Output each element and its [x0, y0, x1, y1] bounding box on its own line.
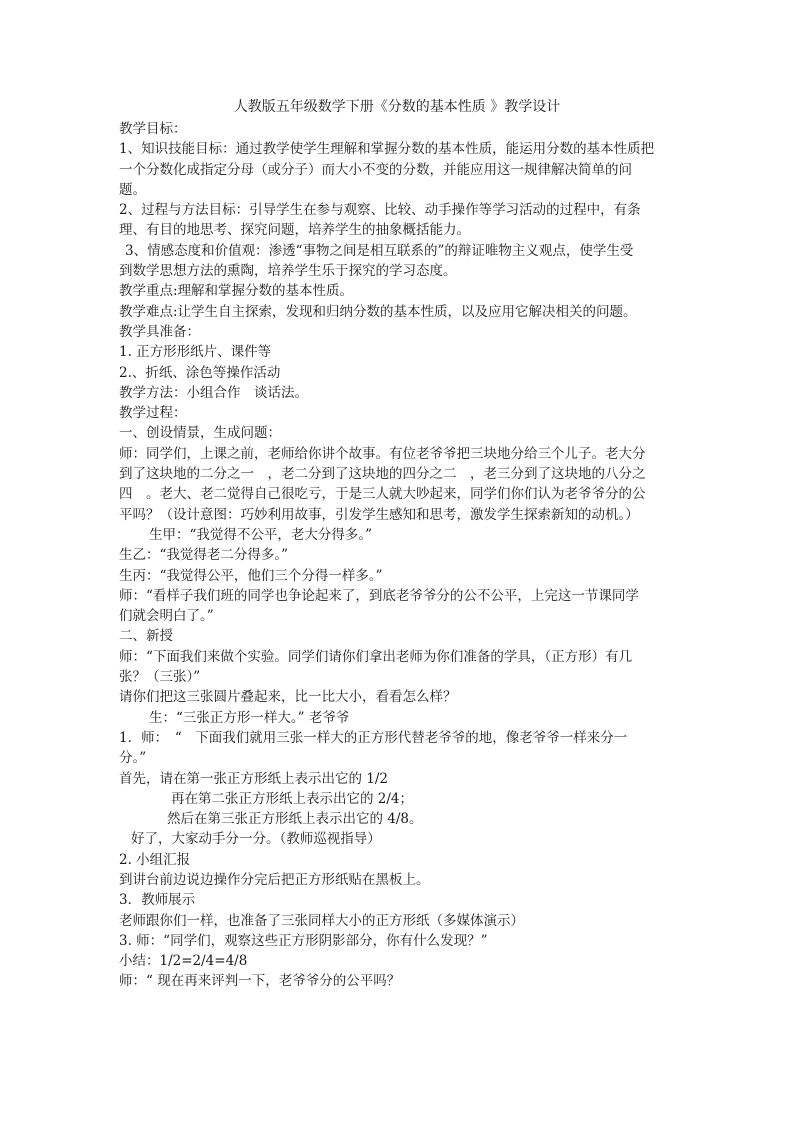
step-line: 3．教师展示: [119, 892, 196, 909]
instruction-line: 再在第二张正方形纸上表示出它的 2/4；: [171, 790, 414, 807]
paragraph-line: 师：同学们，上课之前，老师给你讲个故事。有位老爷爷把三块地分给三个儿子。老大分: [119, 445, 646, 462]
subsection-heading: 一、创设情景，生成问题：: [119, 425, 281, 442]
paragraph-line: 理、有目的地思考、探究问题，培养学生的抽象概括能力。: [119, 222, 470, 239]
paragraph-line: 1、知识技能目标：通过教学使学生理解和掌握分数的基本性质，能运用分数的基本性质把: [119, 141, 655, 158]
list-item: 2.、折纸、涂色等操作活动: [119, 364, 281, 381]
paragraph-line: 一个分数化成指定分母（或分子）而大小不变的分数，并能应用这一规律解决简单的问: [119, 161, 632, 178]
dialogue-line: 师：“看样子我们班的同学也争论起来了，到底老爷爷分的公不公平，上完这一节课同学: [119, 587, 639, 604]
step-line: 分。”: [119, 750, 147, 767]
method-line: 教学方法：小组合作 谈话法。: [119, 384, 308, 401]
step-line: 2. 小组汇报: [119, 851, 191, 868]
paragraph-line: 到数学思想方法的熏陶，培养学生乐于探究的学习态度。: [119, 263, 457, 280]
dialogue-line: 生乙：“我觉得老二分得多。”: [119, 547, 289, 564]
document-body: [119, 119, 679, 992]
difficulty-line: 教学难点:让学生自主探索，发现和归纳分数的基本性质，以及应用它解决相关的问题。: [119, 303, 637, 320]
dialogue-line: 生丙：“我觉得公平，他们三个分得一样多。”: [119, 567, 383, 584]
paragraph-line: 到讲台前边说边操作分完后把正方形纸贴在黑板上。: [119, 871, 430, 888]
dialogue-line: 师：“ 现在再来评判一下，老爷爷分的公平吗？: [119, 973, 401, 990]
summary-line: 小结：1/2=2/4=4/8: [119, 953, 248, 970]
document-title: 人教版五年级数学下册《分数的基本性质 》教学设计: [233, 99, 561, 115]
paragraph-line: 老师跟你们一样，也准备了三张同样大小的正方形纸（多媒体演示）: [119, 912, 524, 929]
paragraph-line: 平吗？（设计意图：巧妙利用故事，引发学生感知和思考，激发学生探索新知的动机。）: [119, 506, 639, 523]
dialogue-line: 师：“下面我们来做个实验。同学们请你们拿出老师为你们准备的学具，（正方形）有几: [119, 648, 633, 665]
instruction-line: 好了，大家动手分一分。（教师巡视指导）: [131, 831, 381, 848]
paragraph-line: 到了这块地的二分之一 ，老二分到了这块地的四分之二 ，老三分到了这块地的八分之: [119, 466, 646, 483]
paragraph-line: 2、过程与方法目标：引导学生在参与观察、比较、动手操作等学习活动的过程中，有条: [119, 202, 641, 219]
instruction-line: 首先，请在第一张正方形纸上表示出它的 1/2: [119, 770, 389, 787]
dialogue-line: 生：“三张正方形一样大。” 老爷爷: [149, 709, 350, 726]
subsection-heading: 二、新授: [119, 628, 173, 645]
list-item: 1. 正方形形纸片、课件等: [119, 344, 272, 361]
section-heading-materials: 教学具准备：: [119, 323, 200, 340]
key-point-line: 教学重点:理解和掌握分数的基本性质。: [119, 283, 354, 300]
paragraph-line: 3、情感态度和价值观：渗透“事物之间是相互联系的”的辩证唯物主义观点，使学生受: [125, 242, 634, 259]
dialogue-line: 们就会明白了。”: [119, 608, 214, 625]
section-heading-objectives: 教学目标：: [119, 121, 187, 137]
section-heading-process: 教学过程：: [119, 405, 187, 422]
step-line: 1．师： “ 下面我们就用三张一样大的正方形代替老爷爷的地，像老爷爷一样来分一: [119, 729, 628, 746]
paragraph-line: 请你们把这三张圆片叠起来，比一比大小，看看怎么样？: [119, 689, 457, 706]
dialogue-line: 生甲：“我觉得不公平，老大分得多。”: [149, 526, 373, 543]
instruction-line: 然后在第三张正方形纸上表示出它的 4/8。: [167, 811, 423, 828]
dialogue-line: 张？（三张）”: [119, 669, 201, 686]
paragraph-line: 四 。老大、老二觉得自己很吃亏，于是三人就大吵起来，同学们你们认为老爷爷分的公: [119, 486, 646, 503]
paragraph-line: 题。: [119, 181, 146, 198]
step-line: 3. 师：“同学们，观察这些正方形阴影部分，你有什么发现？”: [119, 932, 488, 949]
